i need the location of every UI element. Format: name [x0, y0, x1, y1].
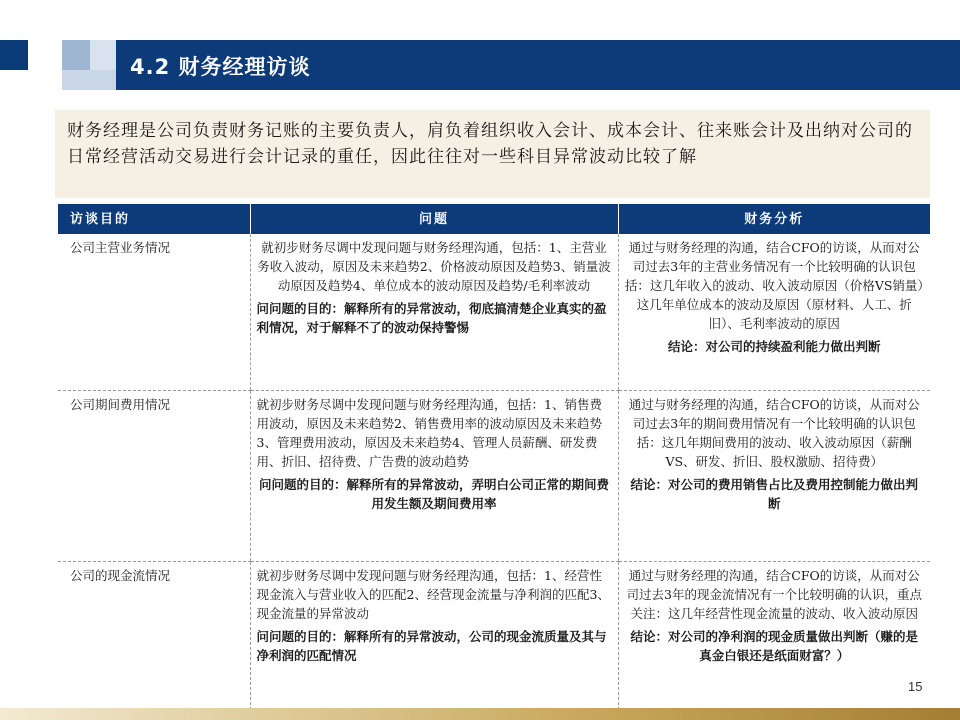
page-number: 15: [908, 679, 923, 694]
analysis-cell: [618, 234, 930, 391]
header-accent-block: [0, 40, 28, 70]
intro-text: 财务经理是公司负责财务记账的主要负责人，肩负着组织收入会计、成本会计、往来账会计及出纳对公司的日常经营活动交易进行会计记录的重任，因此往往对一些科目异常波动比较了解: [55, 110, 930, 198]
table-row: [58, 562, 930, 711]
analysis-cell: [618, 391, 930, 562]
column-header-analysis: 财务分析: [618, 204, 930, 234]
header-accent-square: [90, 40, 116, 70]
purpose-cell: 公司的现金流情况: [58, 562, 250, 711]
analysis-conclusion: 结论：对公司的净利润的现金质量做出判断（赚的是真金白银还是纸面财富？）: [630, 629, 918, 663]
header-accent-square: [62, 70, 116, 90]
question-goal: 问问题的目的：解释所有的异常波动，弄明白公司正常的期间费用发生额及期间费用率: [258, 477, 609, 511]
question-text: 就初步财务尽调中发现问题与财务经理沟通，包括：1、经营性现金流入与营业收入的匹配2、经营现金流量与净利润的匹配3、现金流量的异常波动: [256, 568, 610, 621]
analysis-conclusion: 结论：对公司的费用销售占比及费用控制能力做出判断: [630, 477, 918, 511]
analysis-cell: [618, 562, 930, 711]
analysis-text: 通过与财务经理的沟通，结合CFO的访谈，从而对公司过去3年的期间费用情况有一个比较明确的认识包括：这几年期间费用的波动、收入波动原因（薪酬VS、研发、折旧、股权激励、招待费）: [628, 397, 920, 469]
question-cell: [250, 234, 618, 391]
table-header-row: [58, 204, 930, 234]
purpose-cell: 公司期间费用情况: [58, 391, 250, 562]
question-text: 就初步财务尽调中发现问题与财务经理沟通，包括：1、主营业务收入波动，原因及未来趋势2、价格波动原因及趋势3、销量波动原因及趋势4、单位成本的波动原因及趋势/毛利率波动: [257, 240, 611, 293]
interview-table: [58, 204, 930, 711]
question-cell: [250, 562, 618, 711]
analysis-text: 通过与财务经理的沟通，结合CFO的访谈，从而对公司过去3年的主营业务情况有一个比较明确的认识包括：这几年收入的波动、收入波动原因（价格VS销量）这几年单位成本的波动及原因（原材料、人工、折旧）、毛利率波动的原因: [624, 240, 924, 331]
column-header-purpose: 访谈目的: [58, 204, 250, 234]
question-text: 就初步财务尽调中发现问题与财务经理沟通，包括：1、销售费用波动，原因及未来趋势2、销售费用率的波动原因及未来趋势3、管理费用波动，原因及未来趋势4、管理人员薪酬、研发费用、折旧、招待费、广告费的波动趋势: [256, 397, 602, 469]
analysis-conclusion: 结论：对公司的持续盈利能力做出判断: [667, 339, 881, 354]
slide-title: 4.2 财务经理访谈: [130, 55, 311, 79]
footer-gold-bar: [0, 708, 960, 720]
column-header-question: 问题: [250, 204, 618, 234]
question-goal: 问问题的目的：解释所有的异常波动，公司的现金流质量及其与净利润的匹配情况: [256, 629, 607, 663]
header-accent-square: [62, 40, 90, 70]
purpose-cell: 公司主营业务情况: [58, 234, 250, 391]
analysis-text: 通过与财务经理的沟通，结合CFO的访谈，从而对公司过去3年的现金流情况有一个比较明确的认识，重点关注：这几年经营性现金流量的波动、收入波动原因: [626, 568, 922, 621]
question-cell: [250, 391, 618, 562]
table-row: [58, 234, 930, 391]
table-row: [58, 391, 930, 562]
question-goal: 问问题的目的：解释所有的异常波动，彻底搞清楚企业真实的盈利情况，对于解释不了的波动保持警惕: [256, 301, 607, 335]
